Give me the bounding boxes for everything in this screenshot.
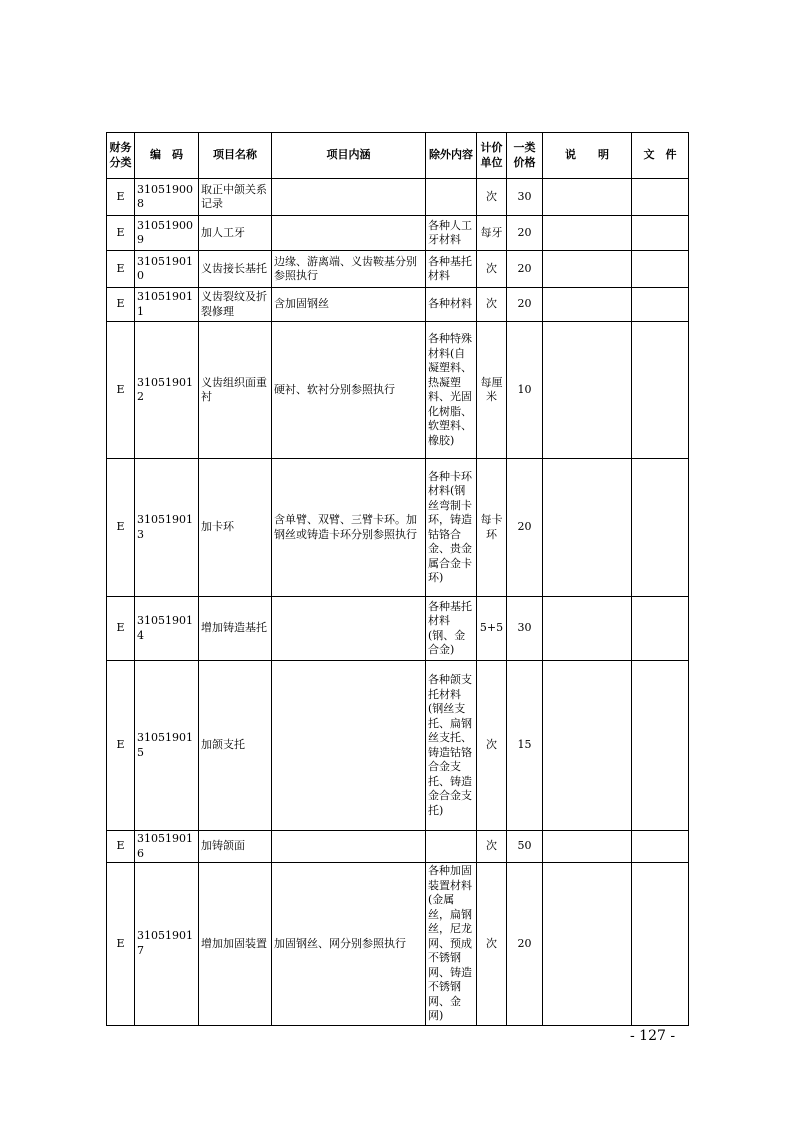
cell-code: 310519011 — [135, 288, 199, 322]
cell-name: 义齿裂纹及折裂修理 — [199, 288, 272, 322]
cell-code: 310519012 — [135, 322, 199, 459]
cell-remarks — [543, 288, 632, 322]
cell-code: 310519013 — [135, 459, 199, 597]
cell-category: E — [107, 322, 135, 459]
cell-content — [272, 661, 426, 831]
cell-unit: 次 — [477, 831, 507, 863]
cell-unit: 每牙 — [477, 216, 507, 251]
cell-remarks — [543, 863, 632, 1026]
cell-exclusions — [426, 179, 477, 216]
cell-code: 310519017 — [135, 863, 199, 1026]
cell-unit: 次 — [477, 251, 507, 288]
cell-exclusions: 各种卡环材料(钢丝弯制卡环，铸造钴铬合金、贵金属合金卡环) — [426, 459, 477, 597]
header-code: 编 码 — [135, 133, 199, 179]
cell-code: 310519015 — [135, 661, 199, 831]
table-row — [107, 459, 689, 597]
cell-unit: 次 — [477, 863, 507, 1026]
cell-exclusions: 各种颌支托材料(钢丝支托、扁钢丝支托、铸造钴铬合金支托、铸造金合金支托) — [426, 661, 477, 831]
table-row — [107, 179, 689, 216]
cell-remarks — [543, 661, 632, 831]
cell-name: 增加铸造基托 — [199, 597, 272, 661]
cell-remarks — [543, 831, 632, 863]
cell-price: 20 — [507, 288, 543, 322]
cell-price: 20 — [507, 459, 543, 597]
cell-remarks — [543, 322, 632, 459]
table-row — [107, 251, 689, 288]
cell-content: 硬衬、软衬分别参照执行 — [272, 322, 426, 459]
cell-price: 30 — [507, 179, 543, 216]
cell-price: 20 — [507, 216, 543, 251]
cell-exclusions: 各种基托材料(钢、金合金) — [426, 597, 477, 661]
cell-category: E — [107, 459, 135, 597]
cell-category: E — [107, 179, 135, 216]
cell-content — [272, 597, 426, 661]
cell-name: 取正中颌关系记录 — [199, 179, 272, 216]
cell-unit: 次 — [477, 179, 507, 216]
cell-content — [272, 216, 426, 251]
cell-documents — [632, 863, 689, 1026]
cell-price: 20 — [507, 863, 543, 1026]
cell-content — [272, 179, 426, 216]
table-row — [107, 216, 689, 251]
header-name: 项目名称 — [199, 133, 272, 179]
cell-documents — [632, 322, 689, 459]
cell-unit: 每厘米 — [477, 322, 507, 459]
header-price: 一类价格 — [507, 133, 543, 179]
cell-content: 含加固钢丝 — [272, 288, 426, 322]
cell-remarks — [543, 597, 632, 661]
cell-exclusions: 各种基托材料 — [426, 251, 477, 288]
cell-price: 20 — [507, 251, 543, 288]
cell-code: 310519016 — [135, 831, 199, 863]
cell-category: E — [107, 863, 135, 1026]
page-number: - 127 - — [630, 1028, 676, 1044]
cell-category: E — [107, 288, 135, 322]
cell-exclusions: 各种人工牙材料 — [426, 216, 477, 251]
price-table — [106, 132, 689, 1026]
cell-name: 加人工牙 — [199, 216, 272, 251]
cell-remarks — [543, 251, 632, 288]
cell-name: 增加加固装置 — [199, 863, 272, 1026]
cell-code: 310519009 — [135, 216, 199, 251]
cell-content: 边缘、游离端、义齿鞍基分别参照执行 — [272, 251, 426, 288]
cell-remarks — [543, 216, 632, 251]
cell-documents — [632, 179, 689, 216]
cell-unit: 次 — [477, 661, 507, 831]
cell-exclusions: 各种特殊材料(自凝塑料、热凝塑料、光固化树脂、软塑料、橡胶) — [426, 322, 477, 459]
cell-documents — [632, 251, 689, 288]
cell-category: E — [107, 597, 135, 661]
cell-name: 义齿组织面重衬 — [199, 322, 272, 459]
header-documents: 文 件 — [632, 133, 689, 179]
table-row — [107, 322, 689, 459]
cell-code: 310519010 — [135, 251, 199, 288]
table-row — [107, 597, 689, 661]
cell-price: 15 — [507, 661, 543, 831]
cell-category: E — [107, 251, 135, 288]
table-row — [107, 863, 689, 1026]
cell-documents — [632, 288, 689, 322]
cell-unit: 5+5 — [477, 597, 507, 661]
cell-documents — [632, 459, 689, 597]
cell-category: E — [107, 216, 135, 251]
cell-price: 30 — [507, 597, 543, 661]
header-exclusions: 除外内容 — [426, 133, 477, 179]
cell-exclusions: 各种加固装置材料(金属丝，扁钢丝，尼龙网、预成不锈钢网、铸造不锈钢网、金网) — [426, 863, 477, 1026]
table-row — [107, 288, 689, 322]
table-row — [107, 831, 689, 863]
cell-code: 310519008 — [135, 179, 199, 216]
cell-documents — [632, 597, 689, 661]
cell-remarks — [543, 459, 632, 597]
cell-exclusions: 各种材料 — [426, 288, 477, 322]
header-unit: 计价单位 — [477, 133, 507, 179]
cell-unit: 每卡环 — [477, 459, 507, 597]
cell-documents — [632, 831, 689, 863]
cell-content: 加固钢丝、网分别参照执行 — [272, 863, 426, 1026]
cell-category: E — [107, 831, 135, 863]
cell-name: 加颌支托 — [199, 661, 272, 831]
cell-price: 50 — [507, 831, 543, 863]
cell-name: 加铸颌面 — [199, 831, 272, 863]
cell-content — [272, 831, 426, 863]
cell-remarks — [543, 179, 632, 216]
cell-unit: 次 — [477, 288, 507, 322]
cell-content: 含单臂、双臂、三臂卡环。加钢丝或铸造卡环分别参照执行 — [272, 459, 426, 597]
cell-code: 310519014 — [135, 597, 199, 661]
cell-price: 10 — [507, 322, 543, 459]
table-row — [107, 661, 689, 831]
cell-name: 加卡环 — [199, 459, 272, 597]
cell-documents — [632, 661, 689, 831]
cell-category: E — [107, 661, 135, 831]
cell-name: 义齿接长基托 — [199, 251, 272, 288]
cell-exclusions — [426, 831, 477, 863]
cell-documents — [632, 216, 689, 251]
header-remarks: 说 明 — [543, 133, 632, 179]
header-row — [107, 133, 689, 179]
header-category: 财务分类 — [107, 133, 135, 179]
header-content: 项目内涵 — [272, 133, 426, 179]
